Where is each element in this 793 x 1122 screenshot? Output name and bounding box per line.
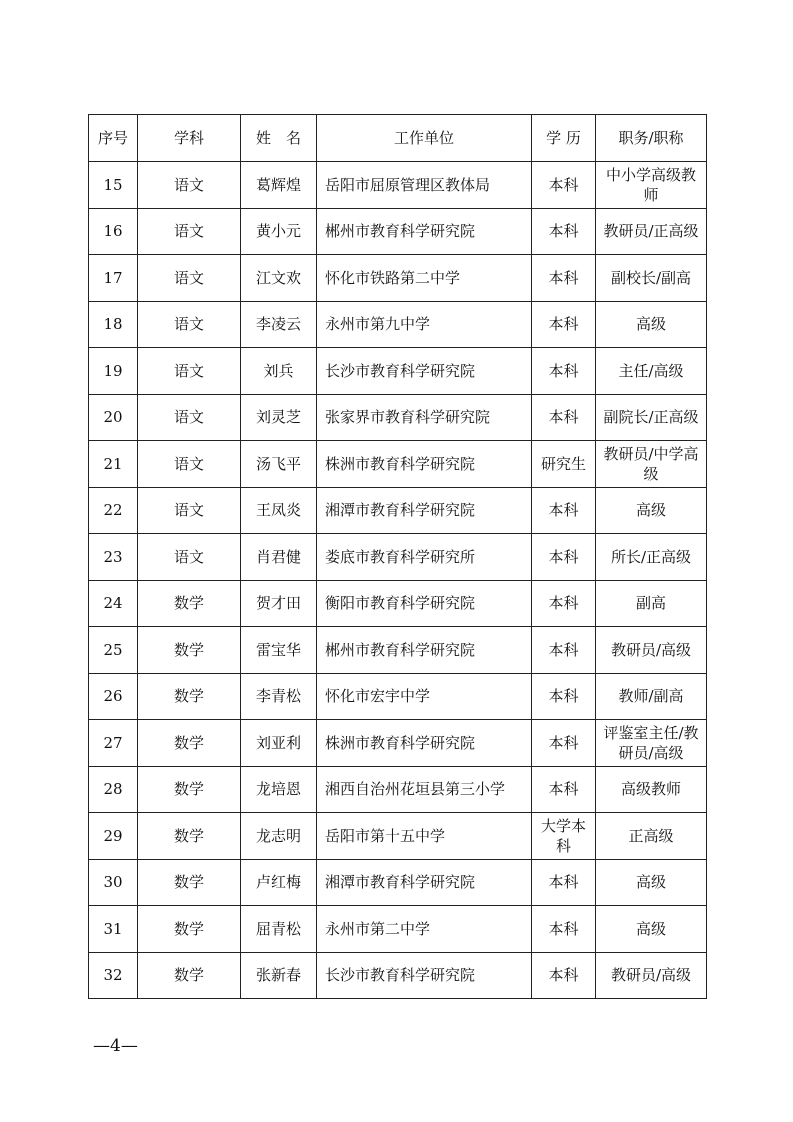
table-row: [89, 301, 707, 348]
table-row: [89, 720, 707, 767]
cell-title: 教研员/中学高级: [596, 441, 707, 488]
table-row: [89, 766, 707, 813]
cell-unit: 张家界市教育科学研究院: [317, 394, 532, 441]
cell-subject: 语文: [138, 534, 241, 581]
cell-name: 龙志明: [241, 813, 317, 860]
cell-unit: 永州市第九中学: [317, 301, 532, 348]
cell-title: 高级教师: [596, 766, 707, 813]
cell-name: 刘亚利: [241, 720, 317, 767]
header-name: 姓 名: [241, 115, 317, 162]
cell-subject: 语文: [138, 487, 241, 534]
cell-title: 教研员/正高级: [596, 208, 707, 255]
cell-index: 20: [89, 394, 138, 441]
header-index: 序号: [89, 115, 138, 162]
cell-unit: 郴州市教育科学研究院: [317, 627, 532, 674]
cell-unit: 怀化市铁路第二中学: [317, 255, 532, 302]
table-row: [89, 255, 707, 302]
cell-unit: 娄底市教育科学研究所: [317, 534, 532, 581]
header-unit: 工作单位: [317, 115, 532, 162]
cell-title: 副校长/副高: [596, 255, 707, 302]
cell-title: 主任/高级: [596, 348, 707, 395]
cell-education: 本科: [532, 301, 596, 348]
header-education: 学 历: [532, 115, 596, 162]
cell-name: 卢红梅: [241, 859, 317, 906]
cell-education: 本科: [532, 952, 596, 999]
cell-index: 28: [89, 766, 138, 813]
cell-subject: 数学: [138, 766, 241, 813]
header-subject: 学科: [138, 115, 241, 162]
table-row: [89, 441, 707, 488]
cell-subject: 语文: [138, 441, 241, 488]
cell-unit: 郴州市教育科学研究院: [317, 208, 532, 255]
cell-unit: 湘潭市教育科学研究院: [317, 487, 532, 534]
cell-title: 所长/正高级: [596, 534, 707, 581]
cell-unit: 长沙市教育科学研究院: [317, 952, 532, 999]
cell-unit: 株洲市教育科学研究院: [317, 720, 532, 767]
cell-title: 高级: [596, 301, 707, 348]
cell-index: 18: [89, 301, 138, 348]
cell-title: 副院长/正高级: [596, 394, 707, 441]
cell-index: 29: [89, 813, 138, 860]
cell-education: 本科: [532, 394, 596, 441]
cell-subject: 数学: [138, 859, 241, 906]
cell-index: 31: [89, 906, 138, 953]
cell-name: 张新春: [241, 952, 317, 999]
cell-subject: 语文: [138, 255, 241, 302]
cell-index: 27: [89, 720, 138, 767]
cell-name: 黄小元: [241, 208, 317, 255]
cell-name: 葛辉煌: [241, 162, 317, 209]
cell-subject: 数学: [138, 906, 241, 953]
cell-title: 副高: [596, 580, 707, 627]
table-row: [89, 859, 707, 906]
cell-name: 屈青松: [241, 906, 317, 953]
cell-education: 本科: [532, 534, 596, 581]
cell-name: 贺才田: [241, 580, 317, 627]
cell-subject: 语文: [138, 208, 241, 255]
cell-name: 汤飞平: [241, 441, 317, 488]
cell-subject: 数学: [138, 813, 241, 860]
cell-index: 32: [89, 952, 138, 999]
cell-unit: 怀化市宏宇中学: [317, 673, 532, 720]
cell-index: 26: [89, 673, 138, 720]
cell-education: 本科: [532, 766, 596, 813]
cell-education: 本科: [532, 627, 596, 674]
cell-subject: 数学: [138, 720, 241, 767]
roster-table: [88, 114, 707, 999]
cell-index: 23: [89, 534, 138, 581]
cell-title: 高级: [596, 487, 707, 534]
cell-unit: 株洲市教育科学研究院: [317, 441, 532, 488]
cell-subject: 语文: [138, 301, 241, 348]
cell-index: 25: [89, 627, 138, 674]
cell-education: 本科: [532, 906, 596, 953]
cell-unit: 湘潭市教育科学研究院: [317, 859, 532, 906]
table-row: [89, 952, 707, 999]
cell-index: 19: [89, 348, 138, 395]
table-row: [89, 348, 707, 395]
cell-title: 教师/副高: [596, 673, 707, 720]
cell-education: 本科: [532, 487, 596, 534]
cell-subject: 语文: [138, 348, 241, 395]
cell-name: 刘灵芝: [241, 394, 317, 441]
cell-subject: 数学: [138, 673, 241, 720]
cell-name: 肖君健: [241, 534, 317, 581]
cell-education: 研究生: [532, 441, 596, 488]
cell-unit: 衡阳市教育科学研究院: [317, 580, 532, 627]
header-title: 职务/职称: [596, 115, 707, 162]
cell-title: 评鉴室主任/教研员/高级: [596, 720, 707, 767]
table-row: [89, 162, 707, 209]
cell-title: 教研员/高级: [596, 627, 707, 674]
cell-unit: 岳阳市第十五中学: [317, 813, 532, 860]
cell-education: 本科: [532, 673, 596, 720]
cell-index: 15: [89, 162, 138, 209]
table-row: [89, 673, 707, 720]
cell-unit: 湘西自治州花垣县第三小学: [317, 766, 532, 813]
cell-subject: 数学: [138, 952, 241, 999]
cell-name: 雷宝华: [241, 627, 317, 674]
cell-name: 刘兵: [241, 348, 317, 395]
cell-education: 本科: [532, 859, 596, 906]
cell-name: 李青松: [241, 673, 317, 720]
table-row: [89, 534, 707, 581]
cell-unit: 永州市第二中学: [317, 906, 532, 953]
cell-title: 高级: [596, 859, 707, 906]
cell-index: 17: [89, 255, 138, 302]
cell-unit: 岳阳市屈原管理区教体局: [317, 162, 532, 209]
cell-name: 龙培恩: [241, 766, 317, 813]
cell-education: 本科: [532, 580, 596, 627]
table-row: [89, 906, 707, 953]
page-number: —4—: [93, 1036, 138, 1056]
cell-title: 教研员/高级: [596, 952, 707, 999]
cell-education: 本科: [532, 255, 596, 302]
cell-unit: 长沙市教育科学研究院: [317, 348, 532, 395]
cell-index: 24: [89, 580, 138, 627]
cell-index: 30: [89, 859, 138, 906]
cell-education: 本科: [532, 208, 596, 255]
cell-title: 中小学高级教师: [596, 162, 707, 209]
cell-subject: 语文: [138, 162, 241, 209]
cell-index: 16: [89, 208, 138, 255]
cell-title: 正高级: [596, 813, 707, 860]
cell-subject: 数学: [138, 580, 241, 627]
table-row: [89, 208, 707, 255]
cell-subject: 语文: [138, 394, 241, 441]
cell-name: 李凌云: [241, 301, 317, 348]
cell-education: 大学本科: [532, 813, 596, 860]
table-header-row: [89, 115, 707, 162]
cell-education: 本科: [532, 720, 596, 767]
table-body: [89, 162, 707, 999]
table-row: [89, 487, 707, 534]
cell-index: 22: [89, 487, 138, 534]
cell-education: 本科: [532, 162, 596, 209]
cell-subject: 数学: [138, 627, 241, 674]
table-row: [89, 627, 707, 674]
table-row: [89, 580, 707, 627]
cell-title: 高级: [596, 906, 707, 953]
cell-education: 本科: [532, 348, 596, 395]
cell-name: 王凤炎: [241, 487, 317, 534]
cell-name: 江文欢: [241, 255, 317, 302]
table-row: [89, 813, 707, 860]
cell-index: 21: [89, 441, 138, 488]
table-row: [89, 394, 707, 441]
